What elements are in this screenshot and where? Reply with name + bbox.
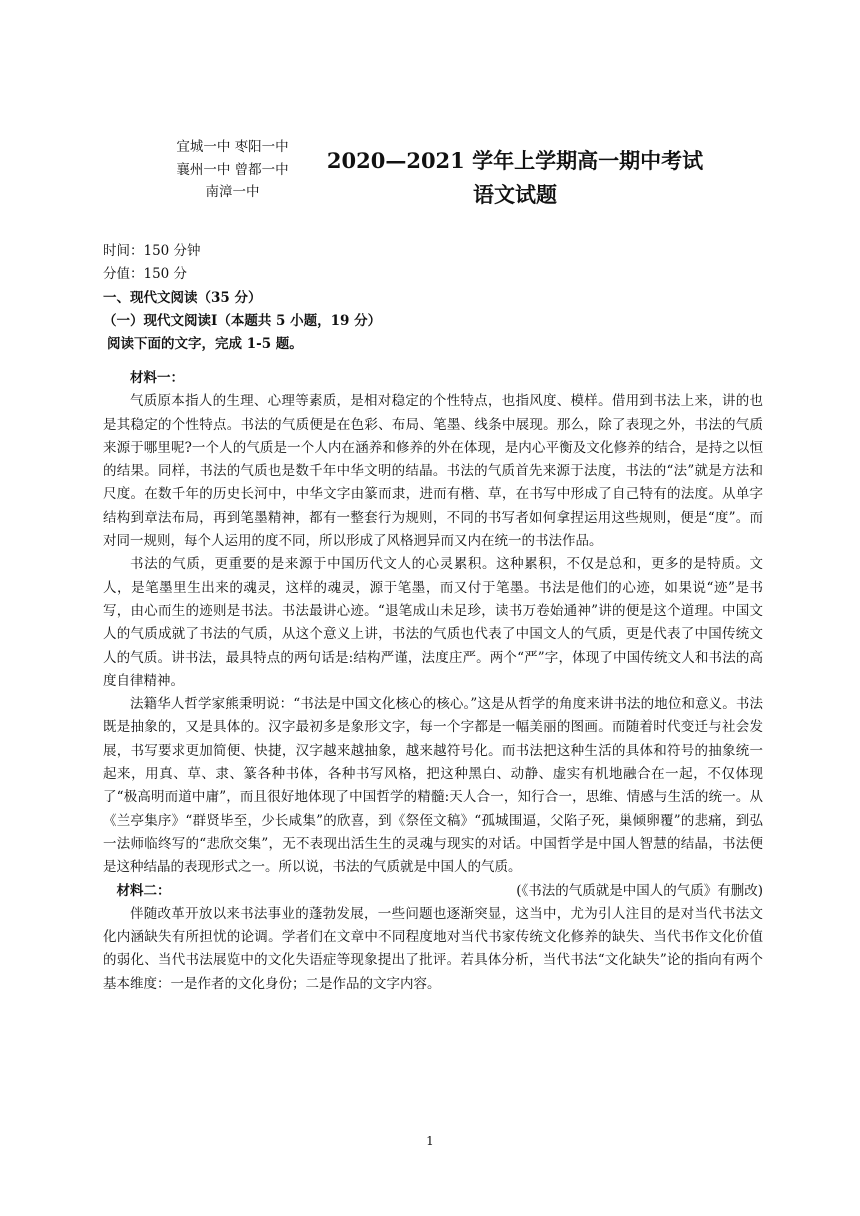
exam-score: 分值：150 分 bbox=[103, 266, 188, 283]
material1-paragraph: 书法的气质，更重要的是来源于中国历代文人的心灵累积。这种累积，不仅是总和，更多的是特质。文人，是笔墨里生出来的魂灵，这样的魂灵，源于笔墨，而又付于笔墨。书法是他们的心迹，如果说“迹”是书写，由心而生的迹则是书法。书法最讲心迹。“退笔成山未足珍，读书万卷始通神”讲的便是这个道理。中国文人的气质成就了书法的气质，从这个意义上讲，书法的气质也代表了中国文人的气质，更是代表了中国传统文人的气质。讲书法，最具特点的两句话是:结构严谨，法度庄严。两个“严”字，体现了中国传统文人和书法的高度自律精神。 bbox=[103, 556, 763, 689]
exam-title bbox=[320, 144, 710, 212]
reading-instruction: 阅读下面的文字，完成 1-5 题。 bbox=[107, 336, 303, 353]
material1-source: (《书法的气质就是中国人的气质》有删改) bbox=[516, 882, 763, 899]
material1-label: 材料一： bbox=[130, 370, 184, 386]
school-line: 襄州一中 曾都一中 bbox=[176, 161, 289, 178]
school-list bbox=[150, 136, 315, 204]
exam-time: 时间：150 分钟 bbox=[103, 243, 201, 259]
exam-title-line2: 语文试题 bbox=[473, 182, 557, 207]
page-number: 1 bbox=[426, 1134, 434, 1148]
section-heading: 一、现代文阅读（35 分） bbox=[103, 289, 262, 306]
material1-paragraph-text: 法籍华人哲学家熊秉明说：“书法是中国文化核心的核心。”这是从哲学的角度来讲书法的地位和意义。书法既是抽象的，又是具体的。汉字最初多是象形文字，每一个字都是一幅美丽的图画。而随着时代变迁与社会发展，书写要求更加简便、快捷，汉字越来越抽象，越来越符号化。而书法把这种生活的具体和符号的抽象统一起来，用真、草、隶、篆各种书体，各种书写风格，把这种黑白、动静、虚实有机地融合在一起，不仅体现了“极高明而道中庸”，而且很好地体现了中国哲学的精髓:天人合一，知行合一，思维、情感与生活的统一。从《兰亭集序》“群贤毕至，少长咸集”的欣喜，到《祭侄文稿》“孤城围逼，父陷子死，巢倾卵覆”的悲痛，到弘一法师临终写的“悲欣交集”，无不表现出活生生的灵魂与现实的对话。中国哲学是中国人智慧的结晶，书法便是这种结晶的表现形式之一。所以说，书法的气质就是中国人的气质。 bbox=[103, 696, 763, 876]
subsection-heading: （一）现代文阅读Ⅰ（本题共 5 小题，19 分） bbox=[103, 312, 382, 329]
exam-title-line1: 2020—2021 学年上学期高一期中考试 bbox=[326, 148, 704, 173]
school-line: 南漳一中 bbox=[205, 184, 260, 200]
material2-paragraph: 伴随改革开放以来书法事业的蓬勃发展，一些问题也逐渐突显，这当中，尤为引人注目的是对当代书法文化内涵缺失有所担忧的论调。学者们在文章中不同程度地对当代书家传统文化修养的缺失、当代书作文化价值的弱化、当代书法展览中的文化失语症等现象提出了批评。若具体分析，当代书法“文化缺失”论的指向有两个基本维度：一是作者的文化身份；二是作品的文字内容。 bbox=[103, 905, 763, 992]
reading-passage bbox=[103, 367, 763, 996]
material1-paragraph: 气质原本指人的生理、心理等素质，是相对稳定的个性特点，也指风度、模样。借用到书法上来，讲的也是其稳定的个性特点。书法的气质便是在色彩、布局、笔墨、线条中展现。那么，除了表现之外，书法的气质来源于哪里呢?一个人的气质是一个人内在涵养和修养的外在体现，是内心平衡及文化修养的结合，是持之以恒的结果。同样，书法的气质也是数千年中华文明的结晶。书法的气质首先来源于法度，书法的“法”就是方法和尺度。在数千年的历史长河中，中华文字由篆而隶，进而有楷、草，在书写中形成了自己特有的法度。从单字结构到章法布局，再到笔墨精神，都有一整套行为规则，不同的书写者如何拿捏运用这些规则，便是“度”。而对同一规则，每个人运用的度不同，所以形成了风格迥异而又内在统一的书法作品。 bbox=[103, 393, 763, 550]
school-line: 宜城一中 枣阳一中 bbox=[176, 139, 289, 155]
material2-label: 材料二： bbox=[116, 882, 171, 899]
exam-info bbox=[103, 240, 763, 356]
